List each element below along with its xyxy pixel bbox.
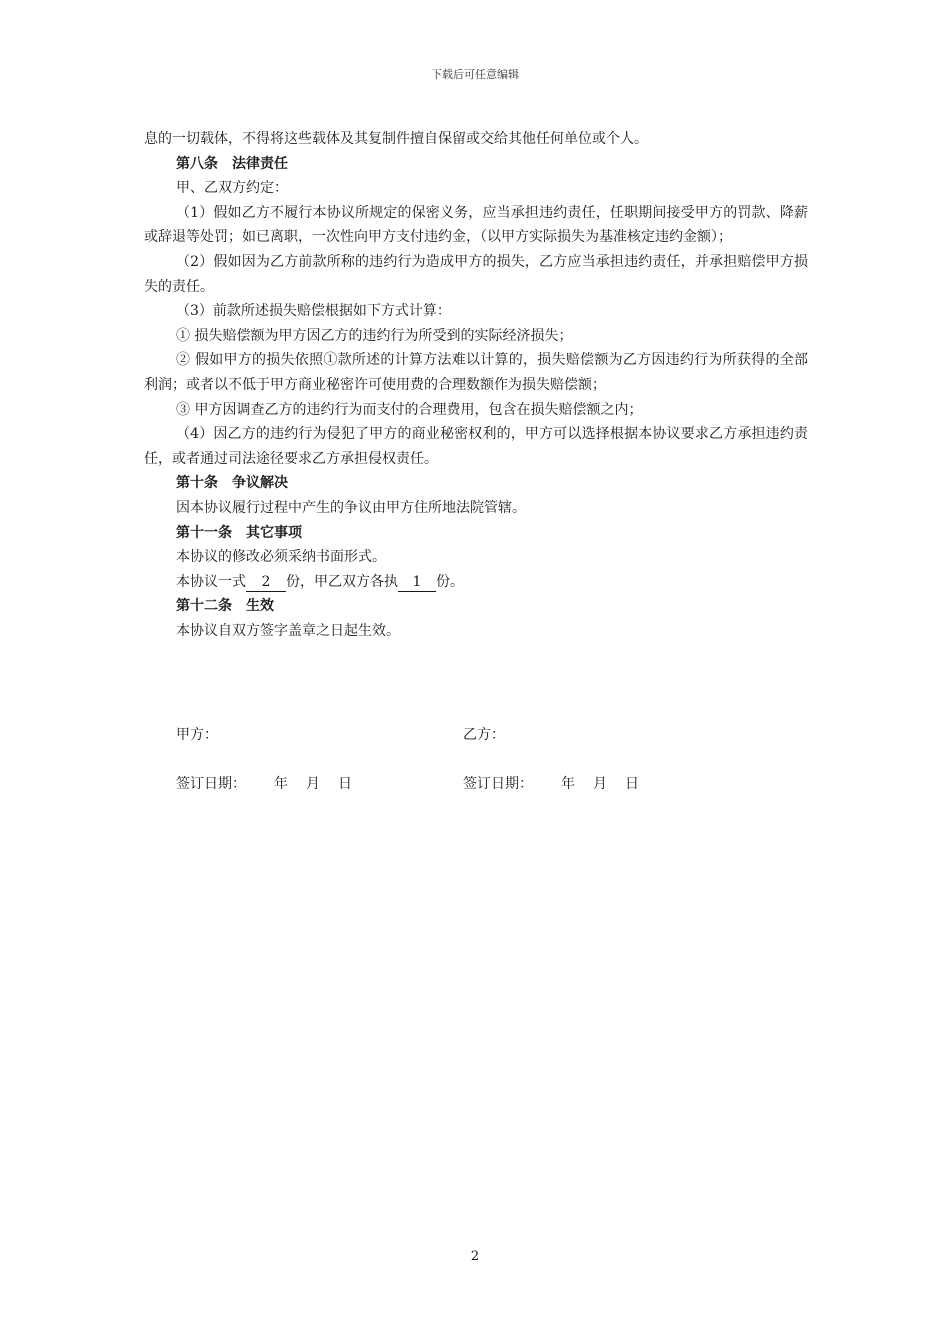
- copies-total-field: 2: [246, 574, 286, 592]
- section-heading-article-12: 第十二条 生效: [176, 598, 274, 615]
- date-day: 日: [625, 776, 639, 792]
- copies-suffix: 份。: [436, 573, 464, 590]
- paragraph-amendment: 本协议的修改必须采纳书面形式。: [176, 549, 386, 566]
- party-b-label: 乙方：: [463, 727, 505, 743]
- paragraph-copies: [144, 570, 808, 595]
- paragraph-clause-1: （1）假如乙方不履行本协议所规定的保密义务，应当承担违约责任，任职期间接受甲方的罚款、降薪或辞退等处罚；如已离职，一次性向甲方支付违约金，（以甲方实际损失为基准核定违约金额）；: [144, 204, 808, 246]
- date-label: 签订日期：: [176, 776, 246, 792]
- paragraph-dispute: 因本协议履行过程中产生的争议由甲方住所地法院管辖。: [176, 499, 526, 516]
- paragraph-continuation: 息的一切载体，不得将这些载体及其复制件擅自保留或交给其他任何单位或个人。: [144, 131, 648, 147]
- signature-party-row: [176, 724, 816, 744]
- page-header: 下载后可任意编辑: [431, 68, 519, 81]
- copies-each-field: 1: [398, 574, 436, 592]
- party-a-label: 甲方：: [176, 727, 218, 743]
- section-heading-article-10: 第十条 争议解决: [176, 475, 288, 492]
- date-day: 日: [338, 776, 352, 792]
- paragraph-item-3: ③ 甲方因调查乙方的违约行为而支付的合理费用，包含在损失赔偿额之内；: [176, 401, 643, 418]
- date-year: 年: [561, 776, 575, 792]
- paragraph-clause-4: （4）因乙方的违约行为侵犯了甲方的商业秘密权利的，甲方可以选择根据本协议要求乙方承担违约责任，或者通过司法途径要求乙方承担侵权责任。: [144, 426, 808, 467]
- date-year: 年: [274, 776, 288, 792]
- paragraph-clause-3: （3）前款所述损失赔偿根据如下方式计算：: [176, 303, 451, 320]
- signature-date-row: [176, 773, 816, 793]
- party-a-date: [176, 773, 370, 793]
- section-heading-article-8: 第八条 法律责任: [176, 155, 288, 172]
- date-month: 月: [306, 776, 320, 792]
- page-number: 2: [470, 1249, 480, 1264]
- date-label: 签订日期：: [463, 776, 533, 792]
- document-body: [144, 127, 808, 643]
- copies-middle: 份，甲乙双方各执: [286, 573, 398, 590]
- paragraph-item-1: ① 损失赔偿额为甲方因乙方的违约行为所受到的实际经济损失；: [176, 327, 573, 344]
- paragraph-clause-2: （2）假如因为乙方前款所称的违约行为造成甲方的损失，乙方应当承担违约责任，并承担赔偿甲方损失的责任。: [144, 253, 808, 295]
- paragraph-agreement-intro: 甲、乙双方约定：: [176, 180, 288, 197]
- paragraph-item-2: ② 假如甲方的损失依照①款所述的计算方法难以计算的，损失赔偿额为乙方因违约行为所获得的全部利润；或者以不低于甲方商业秘密许可使用费的合理数额作为损失赔偿额；: [144, 352, 808, 393]
- date-month: 月: [593, 776, 607, 792]
- paragraph-effective: 本协议自双方签字盖章之日起生效。: [176, 622, 400, 639]
- copies-prefix: 本协议一式: [176, 573, 246, 590]
- section-heading-article-11: 第十一条 其它事项: [176, 524, 302, 541]
- party-b-date: [463, 773, 657, 793]
